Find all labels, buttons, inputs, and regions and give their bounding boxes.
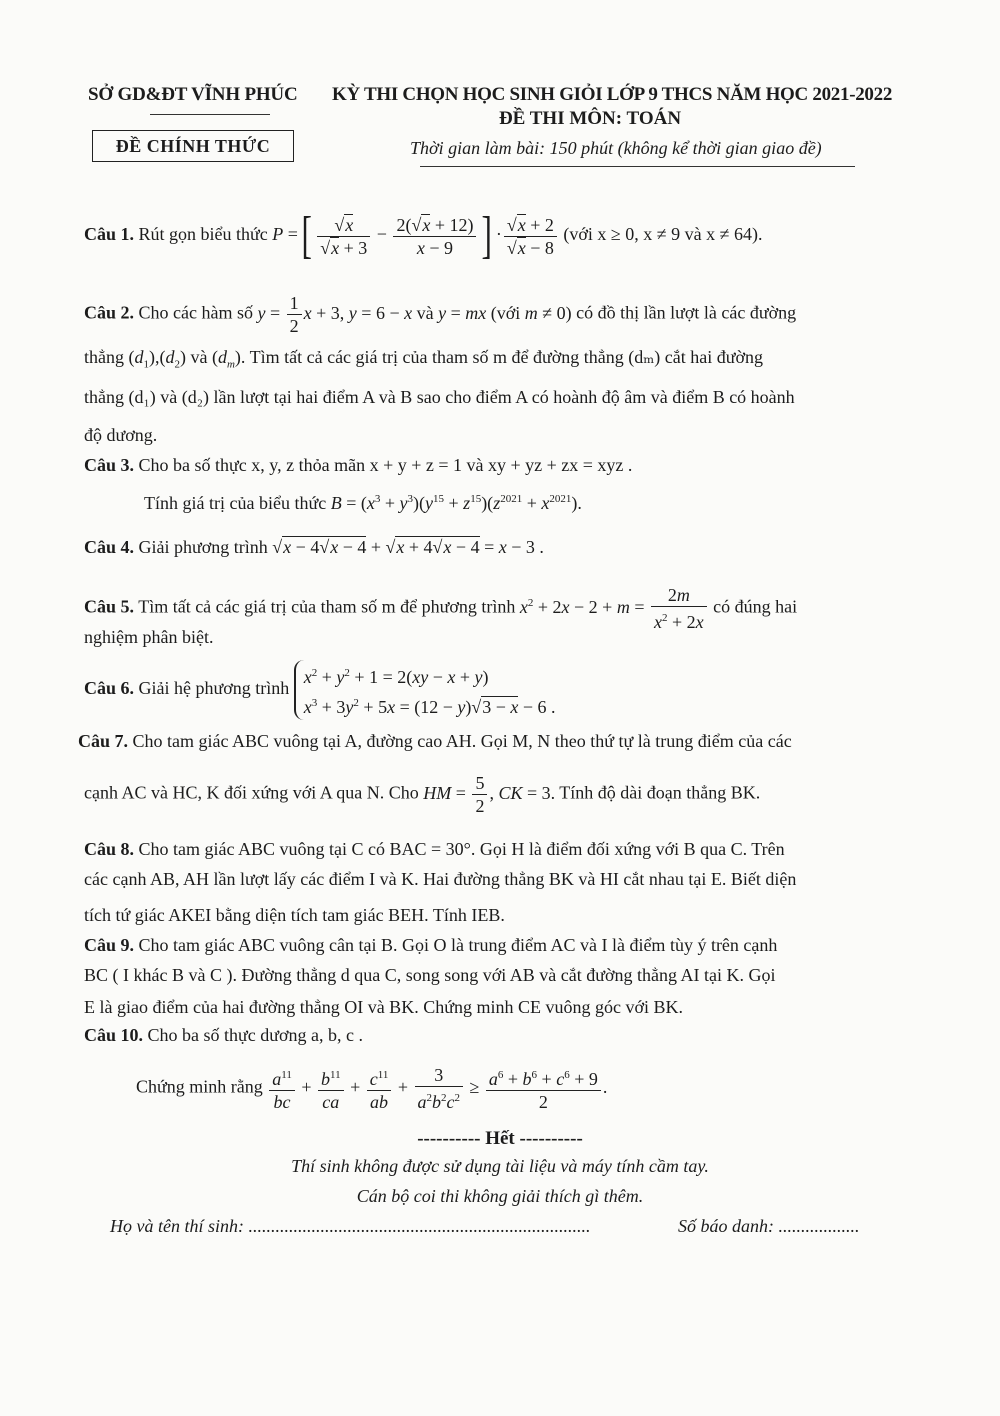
question-7-label: Câu 7. <box>78 731 129 751</box>
question-2-lines-prefix: thẳng $(d_1),(d_2)$ và $(d_m)$. <box>84 347 246 371</box>
end-marker: ---------- Hết ---------- <box>417 1128 583 1149</box>
question-4 <box>84 534 544 560</box>
time-underline <box>420 166 855 167</box>
question-5-tail: có đúng hai <box>713 596 798 617</box>
question-1 <box>84 207 763 264</box>
question-2-line2: Tìm tất cả các giá trị của tham số m để đường thẳng (dₘ) cắt hai đường <box>249 347 764 367</box>
exam-title: KỲ THI CHỌN HỌC SINH GIỎI LỚP 9 THCS NĂM HỌC 2021-2022 <box>332 84 893 105</box>
question-3 <box>84 452 632 478</box>
question-1-condition: (với x ≥ 0, x ≠ 9 và x ≠ 64). <box>563 224 763 245</box>
question-2-line3: thẳng (d₁) và (d₂) lần lượt tại hai điểm A và B sao cho điểm A có hoành độ âm và điểm B có hoành <box>84 387 795 407</box>
question-7-line2a: cạnh AC và HC, K đối xứng với A qua N. Cho <box>84 782 419 803</box>
question-10-formula: $\frac{a^{11}}{bc}$ + $\frac{b^{11}}{ca}$ + $\frac{c^{11}}{ab}$ + $\frac{3}{a^2b^2c^2}$ ≥ $\frac{a^6 + b^6 + c^6 + 9}{2}$ . <box>267 1077 607 1097</box>
question-2 <box>84 292 924 337</box>
question-1-text: Rút gọn biểu thức <box>138 224 268 245</box>
question-4-label: Câu 4. <box>84 537 135 557</box>
question-3-label: Câu 3. <box>84 455 135 475</box>
subject-title: ĐỀ THI MÔN: TOÁN <box>498 108 682 129</box>
question-7-formula: HM = $\frac{5}{2}$ , CK = 3. <box>423 773 556 816</box>
question-9-line2: BC ( I khác B và C ). Đường thẳng d qua C, song song với AB và cắt đường thẳng AI tại K. Gọi <box>84 965 776 985</box>
question-6-system: $x^2 + y^2 + 1 = 2(xy - x + y)$ $x^3 + 3y^2 + 5x = (12 - y)√3 - x - 6$ . <box>294 660 556 720</box>
footer-note-1: Thí sinh không được sử dụng tài liệu và máy tính cầm tay. <box>291 1156 709 1176</box>
question-10-line1: Cho ba số thực dương a, b, c . <box>147 1025 364 1045</box>
question-6 <box>84 660 556 720</box>
question-4-text: Giải phương trình <box>138 537 268 557</box>
question-9 <box>84 932 944 958</box>
candidate-name-field: Họ và tên thí sinh: ............................................................................ <box>110 1216 591 1236</box>
question-8-line2: các cạnh AB, AH lần lượt lấy các điểm I và K. Hai đường thẳng BK và HI cắt nhau tại E. Biết diện <box>84 869 797 889</box>
question-3-line1: Cho ba số thực x, y, z thỏa mãn x + y + z = 1 và xy + yz + zx = xyz . <box>138 455 633 475</box>
question-1-formula: P =[ $\frac{√x}{√x + 3}$ − $\frac{2(√x + 12)}{x - 9}$ ] · $\frac{√x + 2}{√x - 8}$ <box>272 224 563 244</box>
question-2-line4: độ dương. <box>84 425 158 445</box>
question-6-label: Câu 6. <box>84 678 135 699</box>
question-7-line2-row <box>84 772 944 817</box>
question-9-line3: E là giao điểm của hai đường thẳng OI và BK. Chứng minh CE vuông góc với BK. <box>84 997 683 1017</box>
question-3-line2: Tính giá trị của biểu thức <box>144 493 327 513</box>
question-8-line1: Cho tam giác ABC vuông tại C có BAC = 30°. Gọi H là điểm đối xứng với B qua C. Trên <box>138 839 785 859</box>
question-3-formula: $B = (x^3 + y^3)(y^{15} + z^{15})(z^{2021} + x^{2021})$. <box>330 493 582 513</box>
question-9-label: Câu 9. <box>84 935 135 955</box>
question-5-label: Câu 5. <box>84 596 135 617</box>
footer-note-2: Cán bộ coi thi không giải thích gì thêm. <box>356 1186 644 1206</box>
time-note: Thời gian làm bài: 150 phút (không kể thời gian giao đề) <box>410 138 822 158</box>
question-10-label: Câu 10. <box>84 1025 144 1045</box>
question-3-line2-row <box>144 486 582 516</box>
question-7 <box>78 728 948 754</box>
question-9-line1: Cho tam giác ABC vuông cân tại B. Gọi O là trung điểm AC và I là điểm tùy ý trên cạnh <box>138 935 778 955</box>
official-label: ĐỀ CHÍNH THỨC <box>92 130 294 162</box>
question-8-line3: tích tứ giác AKEI bằng diện tích tam giác BEH. Tính IEB. <box>84 905 505 925</box>
candidate-number-field: Số báo danh: .................. <box>678 1216 860 1236</box>
question-2-label: Câu 2. <box>84 302 135 323</box>
question-10 <box>84 1022 363 1048</box>
question-2-line1: Cho các hàm số <box>138 302 253 323</box>
question-4-formula: √x − 4√x − 4 + √x + 4√x − 4 = x − 3 . <box>272 537 544 557</box>
question-6-text: Giải hệ phương trình <box>138 678 290 699</box>
department-name: SỞ GD&ĐT VĨNH PHÚC <box>88 84 298 105</box>
question-5-formula: $x^2 + 2x - 2 + m$ = $\frac{2m}{x^2 + 2x}$ <box>520 597 709 617</box>
question-8 <box>84 836 944 862</box>
question-2-line2-row <box>84 344 924 378</box>
question-7-line1: Cho tam giác ABC vuông tại A, đường cao AH. Gọi M, N theo thứ tự là trung điểm của các <box>132 731 792 751</box>
question-5-text: Tìm tất cả các giá trị của tham số m để phương trình <box>138 596 516 617</box>
question-2-line1b: có đồ thị lần lượt là các đường <box>576 302 797 323</box>
question-2-functions: y = $\frac{1}{2}$ x + 3, y = 6 − x và y = mx (với m ≠ 0) <box>257 293 572 336</box>
question-1-label: Câu 1. <box>84 224 135 245</box>
question-7-line2b: Tính độ dài đoạn thẳng BK. <box>559 782 761 803</box>
question-10-line2-row <box>136 1064 607 1113</box>
question-10-line2: Chứng minh rằng <box>136 1076 263 1097</box>
question-5-line2: nghiệm phân biệt. <box>84 627 214 647</box>
question-8-label: Câu 8. <box>84 839 135 859</box>
